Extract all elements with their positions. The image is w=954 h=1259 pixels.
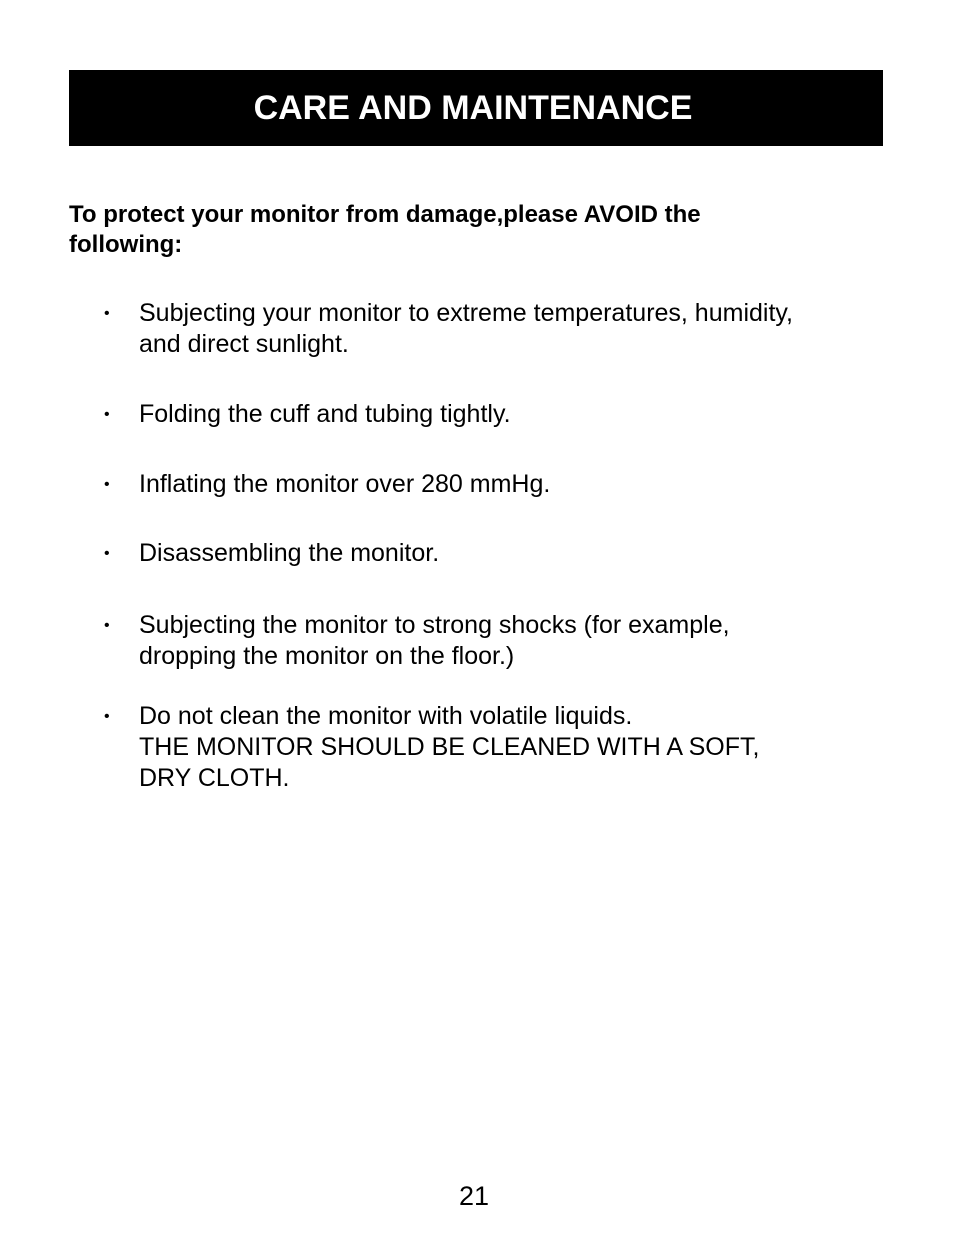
list-item-line: and direct sunlight. [139, 330, 349, 358]
list-item-line: DRY CLOTH. [139, 764, 290, 792]
list-item-text [139, 399, 884, 430]
list-item-line: Disassembling the monitor. [139, 539, 440, 567]
page-number: 21 [458, 1181, 490, 1211]
bullet-icon: • [104, 406, 110, 423]
intro-line: To protect your monitor from damage,please AVOID the [69, 201, 701, 228]
bullet-icon: • [104, 476, 110, 493]
list-item-line: Subjecting your monitor to extreme temperatures, humidity, [139, 299, 793, 327]
list-item-text [139, 298, 884, 360]
list-item-text [139, 469, 884, 500]
list-item-line: Subjecting the monitor to strong shocks (for example, [139, 611, 730, 639]
list-item-text [139, 610, 884, 672]
bullet-icon: • [104, 708, 110, 725]
list-item-text [139, 701, 884, 794]
list-item-line: Inflating the monitor over 280 mmHg. [139, 470, 551, 498]
bullet-icon: • [104, 305, 110, 322]
intro-line: following: [69, 231, 183, 258]
section-header [69, 70, 883, 146]
bullet-icon: • [104, 545, 110, 562]
list-item-line: dropping the monitor on the floor.) [139, 642, 515, 670]
intro-paragraph [69, 200, 869, 260]
list-item-line: Folding the cuff and tubing tightly. [139, 400, 511, 428]
bullet-icon: • [104, 617, 110, 634]
list-item-line: THE MONITOR SHOULD BE CLEANED WITH A SOFT, [139, 733, 760, 761]
list-item-text [139, 538, 884, 569]
section-title: CARE AND MAINTENANCE [253, 88, 693, 127]
list-item-line: Do not clean the monitor with volatile liquids. [139, 702, 633, 730]
